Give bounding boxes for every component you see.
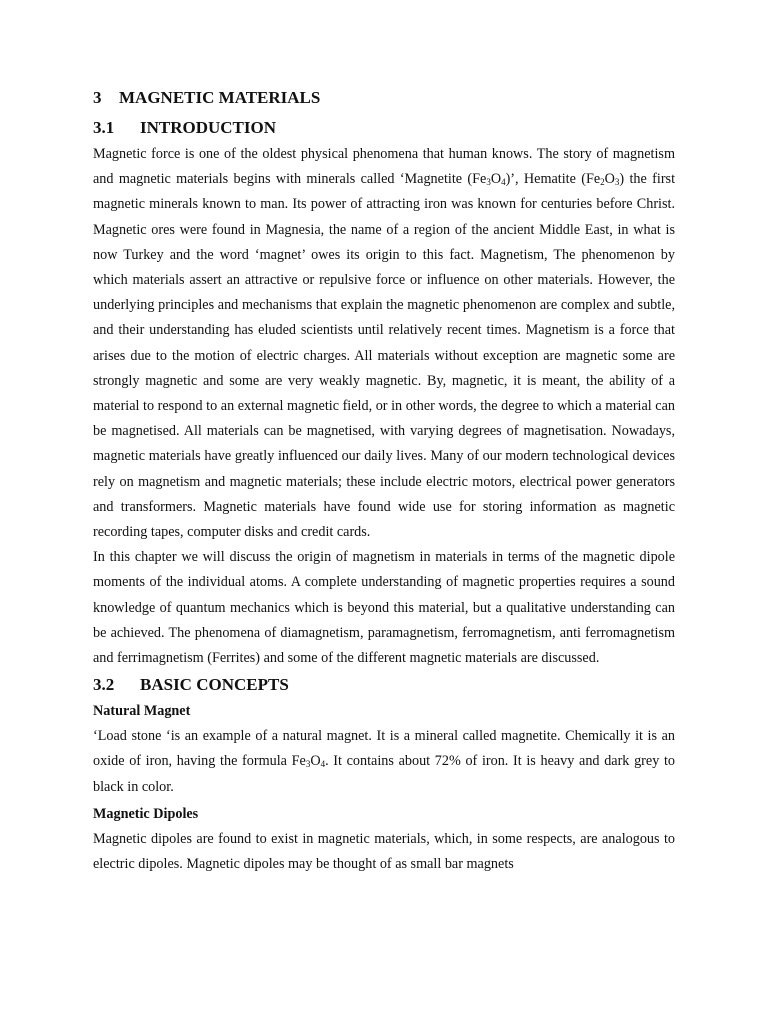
section-heading-introduction: [93, 116, 675, 140]
subscript: 3: [305, 759, 311, 770]
chapter-title: MAGNETIC MATERIALS: [119, 88, 321, 107]
paragraph-text: ) the first magnetic minerals known to man. Its power of attracting iron was known for centuries before Christ. Magnetic ores were found in Magnesia, the name of a region of the ancient Middle East, in what is now Turkey and the word ‘magnet’ owes its origin to this fact. Magnetism, The phenomenon by which materials assert an attractive or repulsive force or influence on other materials. However, the underlying principles and mechanisms that explain the magnetic phenomenon are complex and subtle, and their understanding has eluded scientists until relatively recent times. Magnetism is a force that arises due to the motion of electric charges. All materials without exception are magnetic some are strongly magnetic and some are very weakly magnetic. By, magnetic, it is meant, the ability of a material to respond to an external magnetic field, or in other words, the degree to which a material can be magnetised. All materials can be magnetised, with varying degrees of magnetisation. Nowadays, magnetic materials have greatly influenced our daily lives. Many of our modern technological devices rely on magnetism and magnetic materials; these include electric motors, electrical power generators and transformers. Magnetic materials have found wide use for storing information as magnetic recording tapes, computer disks and credit cards.: [93, 171, 676, 541]
paragraph-natural-magnet: [93, 724, 675, 800]
paragraph-text: . It contains about 72% of iron. It is heavy and dark grey to black in color.: [93, 753, 675, 795]
subheading-magnetic-dipoles: Magnetic Dipoles: [93, 805, 199, 822]
section-title-basic: BASIC CONCEPTS: [140, 675, 289, 695]
paragraph-text: O: [490, 171, 502, 188]
subscript: 4: [501, 177, 506, 188]
chapter-heading: [93, 86, 675, 110]
chapter-number: 3: [93, 88, 102, 107]
paragraph-text: O: [604, 171, 615, 188]
subscript: 2: [600, 177, 605, 188]
paragraph-text: ‘Load stone ‘is an example of a natural magnet. It is a mineral called magnetite. Chemically it is an oxide of iron, having the formula Fe: [93, 728, 675, 770]
subscript: 4: [320, 759, 326, 770]
paragraph-magnetic-dipoles: Magnetic dipoles are found to exist in magnetic materials, which, in some respects, are analogous to electric dipoles. Magnetic dipoles may be thought of as small bar magnets: [93, 830, 675, 873]
section-number-intro: 3.1: [93, 118, 115, 137]
document-page: [93, 86, 675, 877]
paragraph-text: )’, Hematite (Fe: [505, 171, 601, 188]
subscript: 3: [486, 177, 491, 188]
paragraph-text: Magnetic force is one of the oldest physical phenomena that human knows. The story of magnetism and magnetic materials begins with minerals called ‘Magnetite (Fe: [93, 146, 675, 188]
section-number-basic: 3.2: [93, 675, 115, 695]
section-title-intro: INTRODUCTION: [140, 118, 277, 137]
subscript: 3: [614, 177, 620, 188]
paragraph-chapter-overview: In this chapter we will discuss the origin of magnetism in materials in terms of the magnetic dipole moments of the individual atoms. A complete understanding of magnetic properties requires a sound knowledge of quantum mechanics which is beyond this material, but a qualitative understanding can be achieved. The phenomena of diamagnetism, paramagnetism, ferromagnetism, anti ferromagnetism and ferrimagnetism (Ferrites) and some of the different magnetic materials are discussed.: [93, 549, 675, 667]
paragraph-intro: [93, 142, 675, 545]
paragraph-text: O: [310, 753, 321, 770]
section-heading-basic-concepts: [93, 673, 675, 697]
subheading-natural-magnet: Natural Magnet: [93, 703, 191, 720]
